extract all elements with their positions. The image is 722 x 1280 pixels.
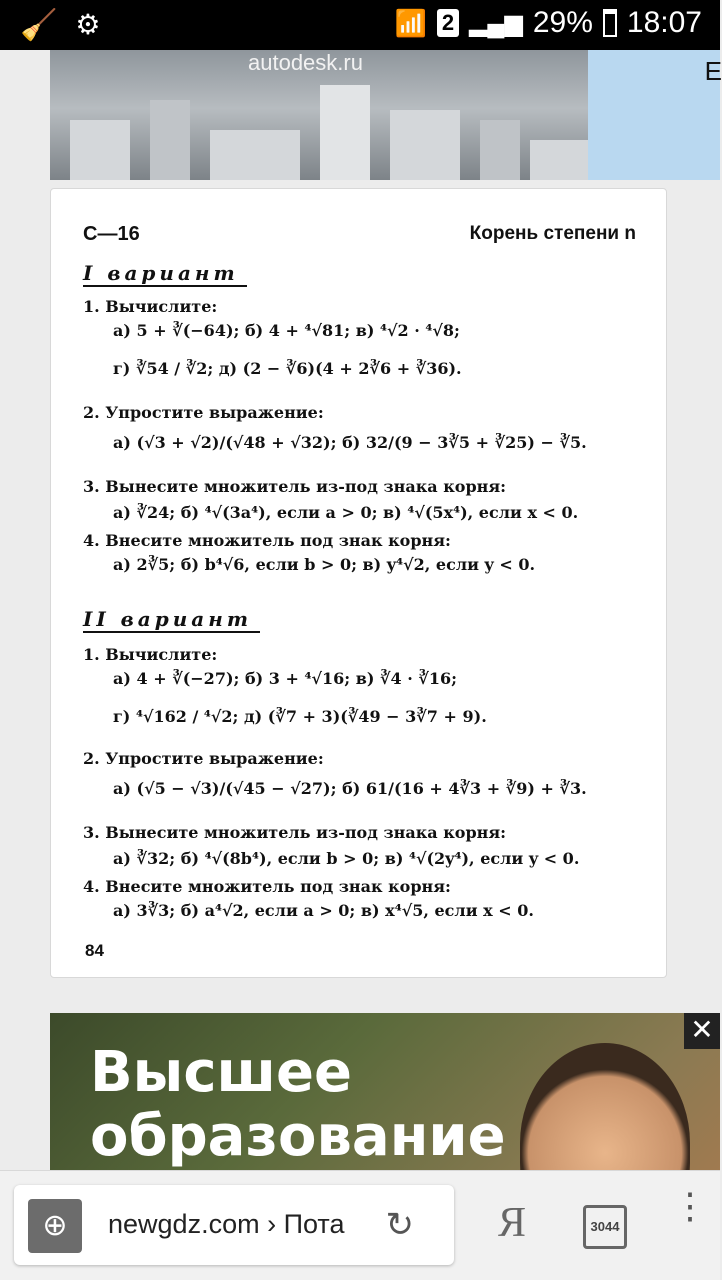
globe-icon[interactable]: ⊕ xyxy=(28,1199,82,1253)
clock: 18:07 xyxy=(626,6,702,39)
v1-line-2: г) ∛54 / ∛2; д) (2 − ∛6)(4 + 2∛6 + ∛36). xyxy=(113,359,462,378)
url-text[interactable]: newgdz.com › Пота xyxy=(108,1209,345,1239)
v2-line-2: г) ⁴√162 / ⁴√2; д) (∛7 + 3)(∛49 − 3∛7 + 9). xyxy=(113,707,487,726)
address-bar[interactable] xyxy=(14,1185,454,1265)
sim-badge: 2 xyxy=(437,9,459,37)
browser-bottom-bar xyxy=(0,1170,720,1280)
ad-headline-1: Высшее xyxy=(90,1040,352,1105)
v1-line-4: а) (√3 + √2)/(√48 + √32); б) 32/(9 − 3∛5 + ∛25) − ∛5. xyxy=(113,433,587,452)
v2-line-4: а) (√5 − √3)/(√45 − √27); б) 61/(16 + 4∛3 + ∛9) + ∛3. xyxy=(113,779,587,798)
menu-icon[interactable]: ⋮ xyxy=(672,1185,708,1226)
wifi-icon: 📶 xyxy=(394,7,427,38)
v1-line-0: 1. Вычислите: xyxy=(83,297,218,316)
v1-line-7: 4. Внесите множитель под знак корня: xyxy=(83,531,451,550)
ad-headline-2: образование xyxy=(90,1104,506,1169)
ad-banner[interactable] xyxy=(50,1013,720,1170)
v2-line-5: 3. Вынесите множитель из-под знака корня: xyxy=(83,823,507,842)
page-number: 84 xyxy=(85,941,104,960)
reload-icon[interactable]: ↻ xyxy=(385,1206,414,1244)
banner-side xyxy=(588,50,720,180)
v2-line-6: а) ∛32; б) ⁴√(8b⁴), если b > 0; в) ⁴√(2y⁴), если y < 0. xyxy=(113,849,580,868)
side-glyph: Е xyxy=(704,56,722,86)
yandex-button[interactable]: Я xyxy=(498,1200,527,1246)
v2-line-1: а) 4 + ∛(−27); б) 3 + ⁴√16; в) ∛4 · ∛16; xyxy=(113,669,458,688)
battery-icon xyxy=(603,9,617,37)
section-topic: Корень степени n xyxy=(469,223,636,244)
v2-line-0: 1. Вычислите: xyxy=(83,645,218,664)
banner-image[interactable] xyxy=(50,50,588,180)
ad-close-button[interactable]: ✕ xyxy=(684,1013,720,1049)
v1-line-8: а) 2∛5; б) b⁴√6, если b > 0; в) y⁴√2, если y < 0. xyxy=(113,555,536,574)
v2-line-7: 4. Внесите множитель под знак корня: xyxy=(83,877,451,896)
web-page[interactable] xyxy=(0,50,720,1170)
textbook-page xyxy=(50,188,667,978)
status-bar xyxy=(0,0,720,50)
v2-line-3: 2. Упростите выражение: xyxy=(83,749,324,768)
battery-percent: 29% xyxy=(532,6,593,39)
variant-2-title: II вариант xyxy=(83,607,260,633)
signal-icon: ▂▄▆ xyxy=(468,9,523,37)
cleaner-icon: 🧹 xyxy=(20,9,58,42)
v1-line-3: 2. Упростите выражение: xyxy=(83,403,324,422)
tabs-counter-button[interactable]: 3044 xyxy=(583,1205,627,1249)
v2-line-8: а) 3∛3; б) a⁴√2, если a > 0; в) x⁴√5, если x < 0. xyxy=(113,901,534,920)
variant-1-title: I вариант xyxy=(83,261,247,287)
alert-icon: ⚙ xyxy=(75,9,101,40)
v1-line-6: а) ∛24; б) ⁴√(3a⁴), если a > 0; в) ⁴√(5x⁴), если x < 0. xyxy=(113,503,579,522)
banner-site-label: autodesk.ru xyxy=(248,50,363,75)
section-code: С—16 xyxy=(83,223,140,245)
v1-line-5: 3. Вынесите множитель из-под знака корня: xyxy=(83,477,507,496)
v1-line-1: а) 5 + ∛(−64); б) 4 + ⁴√81; в) ⁴√2 · ⁴√8; xyxy=(113,321,460,340)
